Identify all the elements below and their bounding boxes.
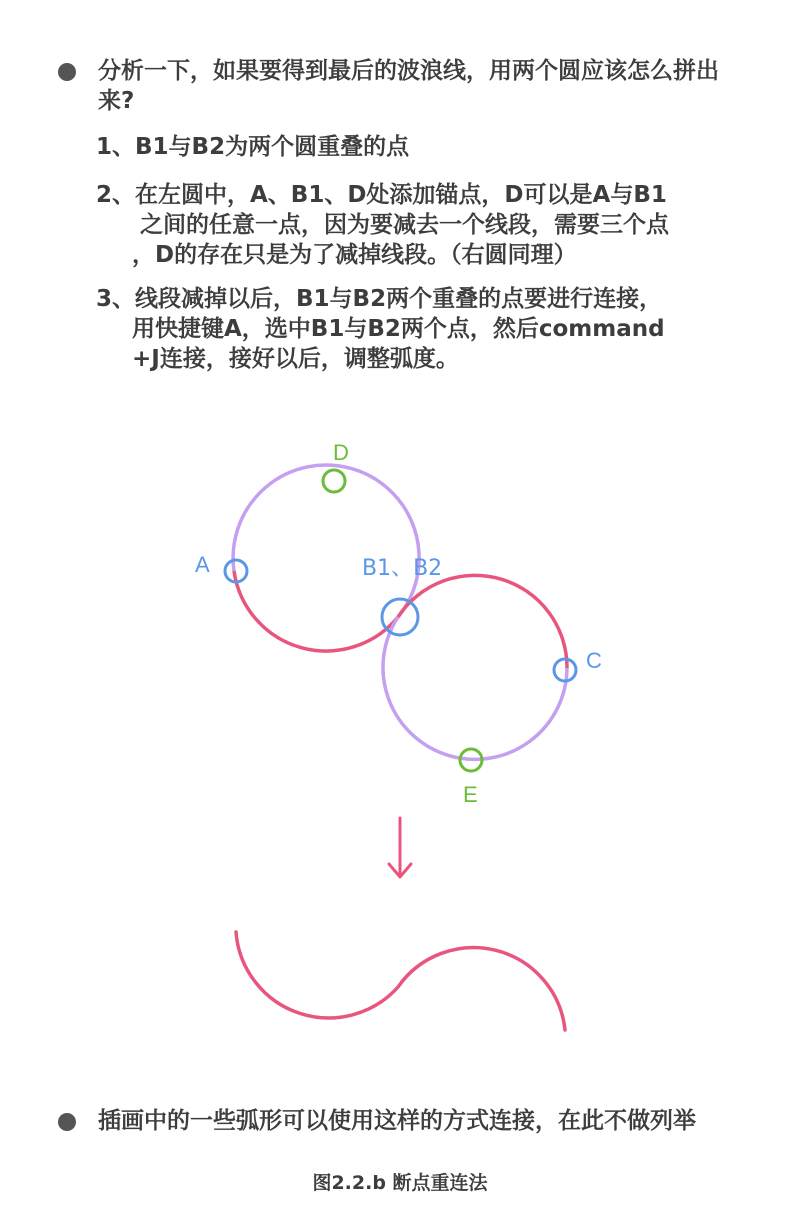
label-b1-b2: B1、B2 xyxy=(362,556,443,581)
result-wave-line xyxy=(236,932,565,1030)
anchor-d-marker xyxy=(323,470,345,492)
step-3-line-2: 用快捷键A，选中B1与B2两个点，然后command xyxy=(132,316,665,342)
step-1-line-1: 1、B1与B2为两个圆重叠的点 xyxy=(96,134,410,160)
step-2-line-3: ，D的存在只是为了减掉线段。（右圆同理） xyxy=(132,242,577,268)
step-1 xyxy=(96,132,746,162)
label-e: E xyxy=(463,782,478,807)
right-circle-lower-arc xyxy=(383,617,567,759)
bullet-item-intro xyxy=(58,56,758,116)
step-3 xyxy=(96,284,746,374)
down-arrow-icon xyxy=(389,818,411,877)
bullet-dot-icon xyxy=(58,63,76,81)
intro-text: 分析一下，如果要得到最后的波浪线，用两个圆应该怎么拼出来? xyxy=(98,58,719,114)
bullet-dot-icon xyxy=(58,1113,76,1131)
label-a: A xyxy=(195,552,210,577)
bullet-item-note xyxy=(58,1106,778,1136)
step-3-line-3: +J连接，接好以后，调整弧度。 xyxy=(132,346,459,372)
step-2-line-2: 之间的任意一点，因为要减去一个线段，需要三个点 xyxy=(140,212,669,238)
figure-caption: 图2.2.b 断点重连法 xyxy=(312,1172,488,1194)
left-circle-lower-arc xyxy=(234,571,398,651)
label-c: C xyxy=(586,648,602,673)
step-2 xyxy=(96,180,746,270)
label-d: D xyxy=(333,440,349,465)
right-circle-upper-arc xyxy=(398,575,567,668)
wave-construction-diagram xyxy=(0,420,800,1080)
step-2-line-1: 2、在左圆中，A、B1、D处添加锚点，D可以是A与B1 xyxy=(96,182,667,208)
note-text: 插画中的一些弧形可以使用这样的方式连接，在此不做列举 xyxy=(98,1108,696,1134)
step-3-line-1: 3、线段减掉以后，B1与B2两个重叠的点要进行连接， xyxy=(96,286,663,312)
